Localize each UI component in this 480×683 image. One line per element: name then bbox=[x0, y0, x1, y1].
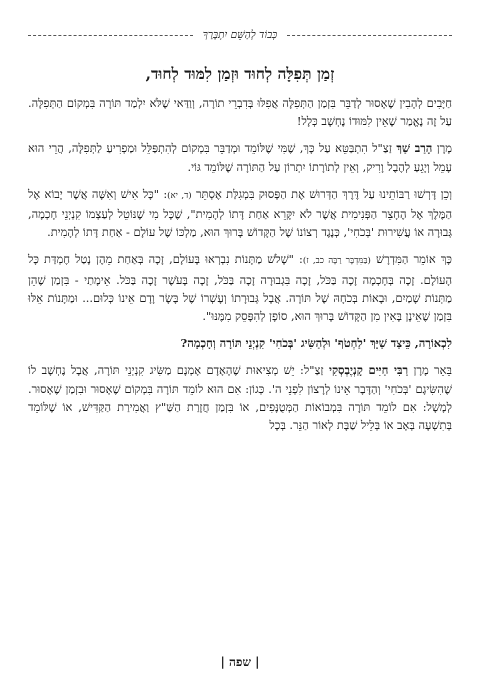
header-text: כְּבוֹד לְהַשֵּׁם יִתְבָּרַךְ bbox=[202, 29, 278, 41]
header-rule-right bbox=[287, 35, 452, 36]
text-segment: : "שָׁלֹשׁ מַתָּנוֹת נִבְרְאוּ בָּעוֹלָם, זָכָה בְּאַחַת מֵהֶן נָטַל חֶמְדַּת כָּל הָעוֹלָם. זָכָה בְּחָכְמָה זָכָה בַּכֹּל, זָכָה בִּגְבוּרָה זָכָה בַּכֹּל, זָכָה בָּעֹשֶׁר זָכָה בַּכֹּל. אֵימָתַי - בִּזְמַן שֶׁהֵן מַתְּנוֹת שָׁמַיִם, וּבָאוֹת בְּכֹחָהּ שֶׁל תּוֹרָה. אֲבָל גְּבוּרָתוֹ וְעָשְׁרוֹ שֶׁל בָּשָׂר וָדָם אֵינוֹ כְּלוּם... וּמַתָּנוֹת אֵלּוּ בִּזְמַן שֶׁאֵינָן בָּאִין מִן הַקָּדוֹשׁ בָּרוּךְ הוּא, סוֹפָן לְהִפָּסֵק מִמֶּנּוּ". bbox=[28, 252, 452, 324]
source-citation: (ד, יא) bbox=[167, 190, 192, 201]
text-segment: בֵּאֵר מָרָן bbox=[408, 363, 452, 378]
body-paragraph bbox=[28, 94, 452, 130]
rabbi-name: רַבִּי חַיִּים קָנְיֶבְסְקִי bbox=[328, 363, 409, 378]
body-paragraph bbox=[28, 250, 452, 325]
section-title: זְמַן תְּפִלָּה לְחוּד וּזְמַן לִמּוּד לְחוּד, bbox=[145, 64, 335, 83]
text-segment: מָרָן bbox=[432, 141, 453, 156]
text-segment: וְכֵן דָּרְשׁוּ רַבּוֹתֵינוּ עַל דֶּרֶךְ הַדְּרוּשׁ אֶת הַפָּסוּק בִּמְגִלַּת אֶסְתֵּר bbox=[191, 186, 452, 201]
running-header bbox=[28, 28, 452, 42]
body-paragraph bbox=[28, 185, 452, 242]
rabbi-name: הָרַב שַׁךְ bbox=[396, 141, 433, 156]
source-citation: (בַּמִּדְבָּר רַבָּה כב, ז) bbox=[302, 256, 371, 267]
body-text bbox=[28, 94, 452, 443]
page-number: | שפה | bbox=[220, 655, 260, 669]
header-rule-left bbox=[28, 35, 193, 36]
text-segment: זַצַ"ל הִתְבַּטֵּא עַל כָּךְ, שֶׁמִּי שֶׁלּוֹמֵד וּמְדַבֵּר בִּמְקוֹם לְהִתְפַּלֵּל וּמַפְרִיעַ לַתְּפִלָּה, הֲרֵי הוּא עָמֵל וְיָגֵעַ לְהֶבֶל וָרִיק, וְאֵין לְתוֹרָתוֹ יִתְרוֹן עַל הַתּוֹרָה שֶׁלּוֹמֵד גּוֹי. bbox=[28, 141, 452, 174]
text-segment: כָּךְ אוֹמֵר הַמִּדְרָשׁ bbox=[370, 252, 452, 267]
text-segment: : "כָּל אִישׁ וְאִשָּׁה אֲשֶׁר יָבוֹא אֶל הַמֶּלֶךְ אֶל הֶחָצֵר הַפְּנִימִית אֲשֶׁר לֹא יִקָּרֵא אַחַת דָּתוֹ לְהָמִית", שֶׁכָּל מִי שֶׁנּוֹטֵל לְעַצְמוֹ קִנְיְנֵי חָכְמָה, גְּבוּרָה אוֹ עֲשִׁירוּת 'בְּכֹחִי', כְּנֶגֶד רְצוֹנוֹ שֶׁל הַקָּדוֹשׁ בָּרוּךְ הוּא, מַלְכּוֹ שֶׁל עוֹלָם - אַחַת דָּתוֹ לְהָמִית. bbox=[28, 186, 452, 240]
text-segment: זַצַ"ל: יֵשׁ מְצִיאוּת שֶׁהָאָדָם אָמְנָם מַשִּׂיג קִנְיְנֵי תּוֹרָה, אֲבָל נֶחְשָׁב לוֹ שֶׁהִשִּׂיגָם 'בְּכֹחִי' וְהַדָּבָר אֵינוֹ לְרָצוֹן לִפְנֵי ה'. כְּגוֹן: אִם הוּא לוֹמֵד תּוֹרָה בִּמְקוֹם שֶׁאָסוּר וּבִזְמַן שֶׁאָסוּר. לְמָשָׁל: אִם לוֹמֵד תּוֹרָה בִּמְבוֹאוֹת הַמְּטֻנָּפִים, אוֹ בִּזְמַן חֲזָרַת הַשַּׁ"ץ וַאֲמִירַת הַקַּדִּישׁ, אוֹ שֶׁלּוֹמֵד בְּתִשְׁעָה בְּאָב אוֹ בְּלֵיל שַׁבָּת לְאוֹר הַנֵּר. בְּכָל bbox=[28, 363, 452, 433]
text-segment: לִכְאוֹרָה, כֵּיצַד שַׁיָּךְ 'לַחְטֹף' וּלְהַשִּׂיג 'בְּכֹחִי' קִנְיְנֵי תּוֹרָה וְחָכְמָה? bbox=[180, 336, 452, 351]
body-paragraph bbox=[28, 361, 452, 434]
text-segment: חַיָּבִים לְהָבִין שֶׁאָסוּר לְדַבֵּר בִּזְמַן הַתְּפִלָּה אֲפִלּוּ בְּדִבְרֵי תוֹרָה, וְוַדַּאי שֶׁלֹּא יִלְמַד תּוֹרָה בִּמְקוֹם הַתְּפִלָּה. עַל זֶה נֶאֱמַר שֶׁאֵין לִמּוּדוֹ נֶחְשָׁב כְּלָל! bbox=[28, 96, 452, 129]
body-paragraph bbox=[28, 139, 452, 175]
question-paragraph bbox=[28, 334, 452, 352]
